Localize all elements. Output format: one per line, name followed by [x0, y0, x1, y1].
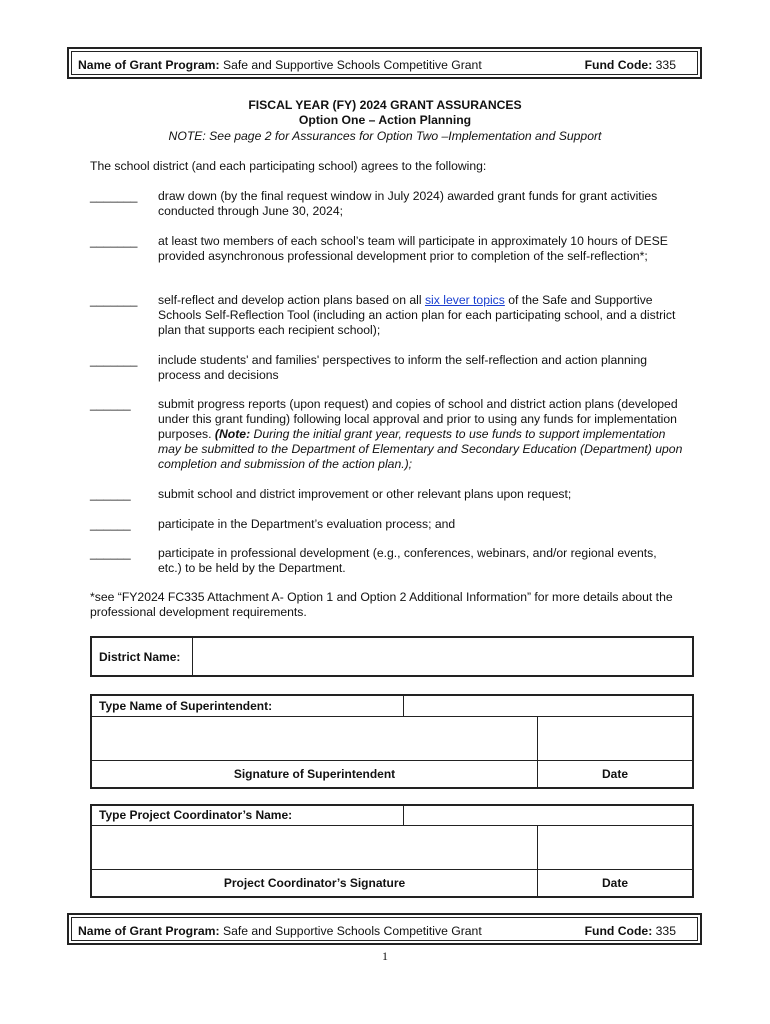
grant-program: Name of Grant Program: Safe and Supportive Schools Competitive Grant: [78, 924, 482, 938]
doc-note: NOTE: See page 2 for Assurances for Option Two –Implementation and Support: [168, 129, 602, 143]
district-name-label: District Name:: [91, 637, 193, 676]
superintendent-date-field[interactable]: [538, 716, 694, 760]
superintendent-table: [90, 694, 694, 789]
coordinator-name-field[interactable]: [404, 805, 694, 825]
initial-blank[interactable]: _______: [90, 293, 138, 307]
doc-title: FISCAL YEAR (FY) 2024 GRANT ASSURANCES: [248, 98, 522, 112]
coordinator-table: [90, 804, 694, 898]
initial-blank[interactable]: _______: [90, 353, 138, 367]
initial-blank[interactable]: ______: [90, 546, 131, 560]
initial-blank[interactable]: _______: [90, 234, 138, 248]
superintendent-signature-field[interactable]: [91, 716, 538, 760]
coordinator-signature-field[interactable]: [91, 825, 538, 869]
superintendent-date-label: Date: [538, 760, 694, 788]
footer-box: [67, 913, 702, 945]
doc-subtitle: Option One – Action Planning: [298, 113, 472, 127]
fund-code: Fund Code: 335: [584, 924, 676, 938]
superintendent-name-field[interactable]: [404, 695, 694, 716]
coordinator-signature-label: Project Coordinator’s Signature: [91, 869, 538, 897]
coordinator-name-label: Type Project Coordinator’s Name:: [91, 805, 404, 825]
coordinator-date-field[interactable]: [538, 825, 694, 869]
grant-program: Name of Grant Program: Safe and Supportive Schools Competitive Grant: [78, 58, 482, 72]
footnote: *see “FY2024 FC335 Attachment A- Option 1 and Option 2 Additional Information” for more details about the professional development requirements.: [90, 590, 673, 619]
superintendent-signature-label: Signature of Superintendent: [91, 760, 538, 788]
coordinator-date-label: Date: [538, 869, 694, 897]
superintendent-name-label: Type Name of Superintendent:: [91, 695, 404, 716]
initial-blank[interactable]: ______: [90, 517, 131, 531]
page-number: 1: [382, 949, 388, 963]
initial-blank[interactable]: _______: [90, 189, 138, 203]
district-name-table: [90, 636, 694, 677]
initial-blank[interactable]: ______: [90, 397, 131, 411]
header-box: [67, 47, 702, 79]
intro-text: The school district (and each participating school) agrees to the following:: [90, 159, 487, 173]
six-lever-topics-link[interactable]: six lever topics: [424, 293, 505, 307]
initial-blank[interactable]: ______: [90, 487, 131, 501]
fund-code: Fund Code: 335: [584, 58, 676, 72]
district-name-field[interactable]: [193, 637, 694, 676]
